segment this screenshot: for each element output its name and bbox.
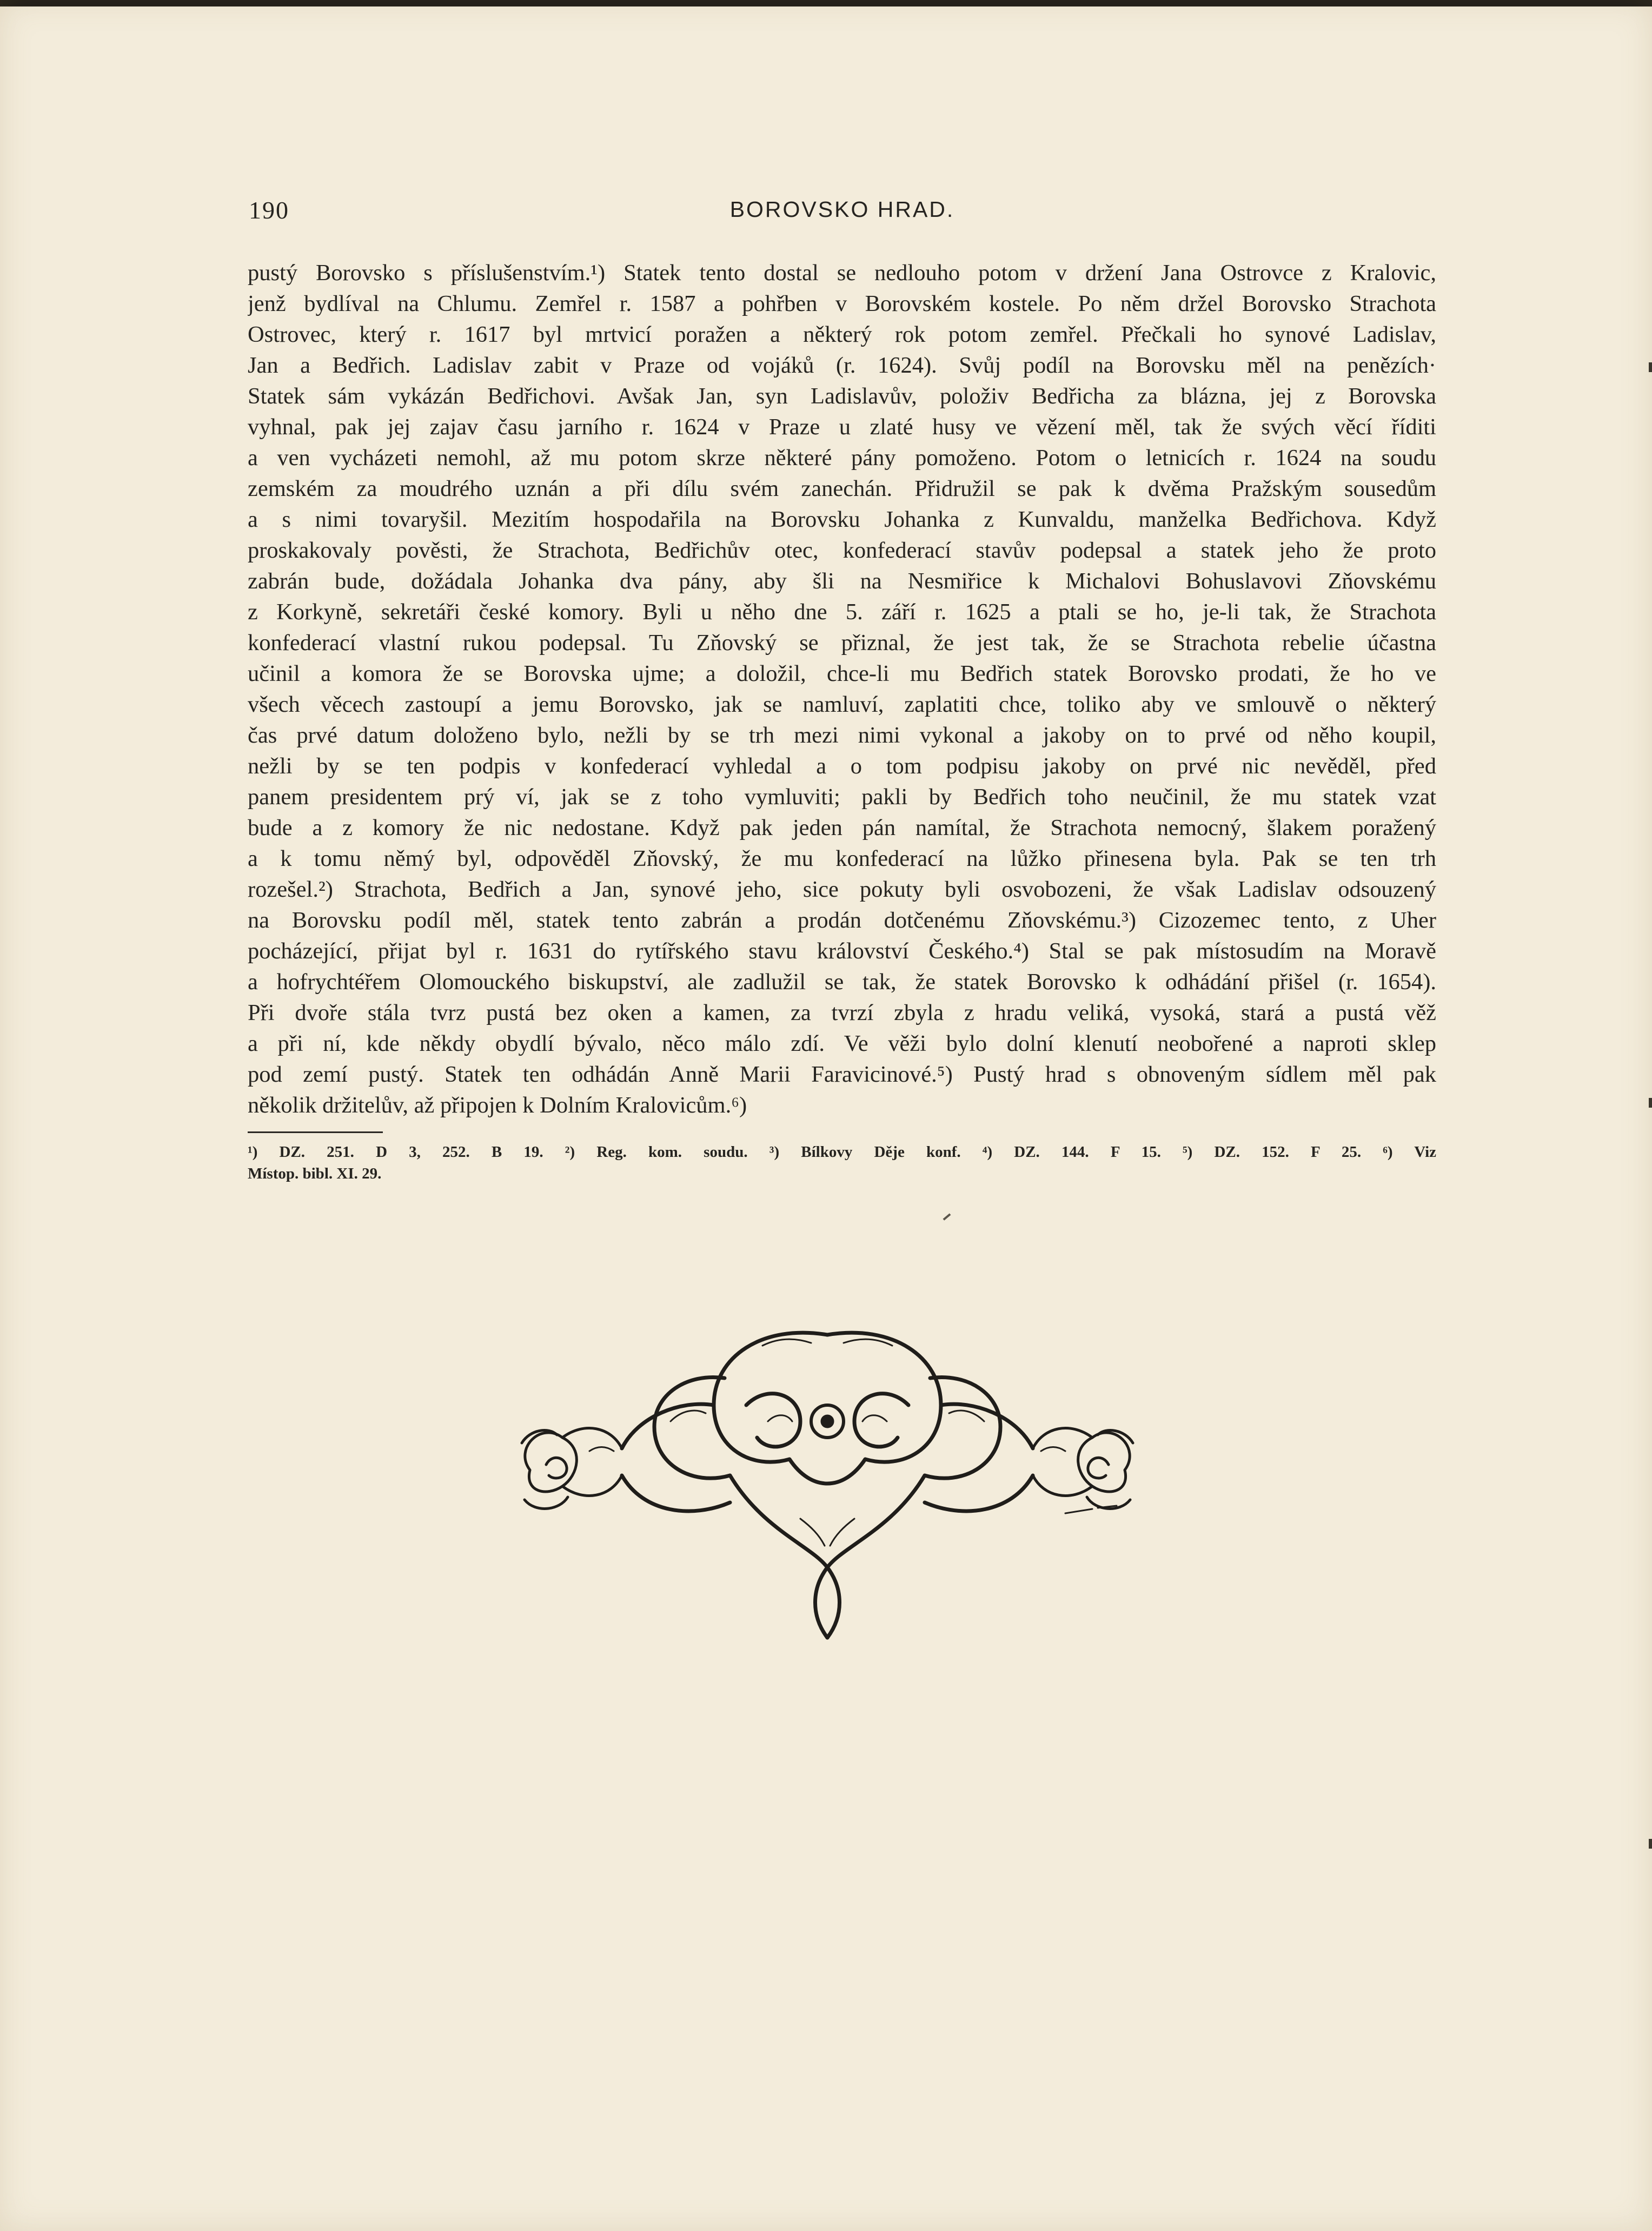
scan-edge-mark	[1649, 1839, 1652, 1849]
footnotes	[248, 1141, 1436, 1184]
ink-speck	[943, 1213, 951, 1220]
text-line: proskakovaly pověsti, že Strachota, Bedřichův otec, konfederací stavův podepsal a statek jeho že proto	[248, 538, 1436, 563]
text-line: Při dvoře stála tvrz pustá bez oken a kamen, za tvrzí zbyla z hradu veliká, vysoká, stará a pustá věž	[248, 1000, 1436, 1025]
text-line: na Borovsku podíl měl, statek tento zabrán a prodán dotčenému Zňovskému.³) Cizozemec tento, z Uher	[248, 908, 1436, 933]
footnote-line: Místop. bibl. XI. 29.	[248, 1165, 382, 1182]
text-line: rozešel.²) Strachota, Bedřich a Jan, synové jeho, sice pokuty byli osvobozeni, že však Ladislav odsouzený	[248, 877, 1436, 902]
text-line: a hofrychtéřem Olomouckého biskupství, ale zadlužil se tak, že statek Borovsko k odhádání přišel (r. 1654).	[248, 969, 1436, 995]
text-line: z Korkyně, sekretáři české komory. Byli u něho dne 5. září r. 1625 a ptali se ho, je-li tak, že Strachota	[248, 599, 1436, 625]
running-head: BOROVSKO HRAD.	[729, 197, 955, 222]
scan-edge-mark	[1649, 362, 1652, 372]
text-line: zabrán bude, dožádala Johanka dva pány, aby šli na Nesmiřice k Michalovi Bohuslavovi Zňovskému	[248, 568, 1436, 594]
scan-top-border	[0, 0, 1652, 6]
text-line: všech věcech zastoupí a jemu Borovsko, jak se namluví, zaplatiti chce, toliko aby ve smlouvě o některý	[248, 692, 1436, 717]
text-line: panem presidentem prý ví, jak se z toho vymluviti; pakli by Bedřich toho neučinil, že mu statek vzat	[248, 784, 1436, 810]
text-line: konfederací vlastní rukou podepsal. Tu Zňovský se přiznal, že jest tak, že se Strachota rebelie účastna	[248, 630, 1436, 656]
text-line: pustý Borovsko s příslušenstvím.¹) Statek tento dostal se nedlouho potom v držení Jana Ostrovce z Kralovic,	[248, 260, 1436, 286]
ornamental-vignette	[508, 1313, 1146, 1643]
text-line: jenž bydlíval na Chlumu. Zemřel r. 1587 a pohřben v Borovském kostele. Po něm držel Borovsko Strachota	[248, 291, 1436, 316]
text-line: a k tomu němý byl, odpověděl Zňovský, že mu konfederací na lůžko přinesena byla. Pak se ten trh	[248, 846, 1436, 871]
text-line: nežli by se ten podpis v konfederací vyhledal a o tom podpisu jakoby on prvé nic nevěděl, před	[248, 753, 1436, 779]
text-line: pod zemí pustý. Statek ten odhádán Anně Marii Faravicinové.⁵) Pustý hrad s obnoveným sídlem měl pak	[248, 1062, 1436, 1087]
text-line: Jan a Bedřich. Ladislav zabit v Praze od vojáků (r. 1624). Svůj podíl na Borovsku měl na penězích·	[248, 353, 1436, 378]
text-line: Ostrovec, který r. 1617 byl mrtvicí poražen a některý rok potom zemřel. Přečkali ho synové Ladislav,	[248, 322, 1436, 347]
text-line: učinil a komora že se Borovska ujme; a doložil, chce-li mu Bedřich statek Borovsko prodati, že ho ve	[248, 661, 1436, 686]
page-header	[249, 196, 1436, 234]
scan-edge-mark	[1649, 1098, 1652, 1108]
text-line: Statek sám vykázán Bedřichovi. Avšak Jan, syn Ladislavův, položiv Bedřicha za blázna, jej z Borovska	[248, 383, 1436, 409]
text-line: čas prvé datum doloženo bylo, nežli by se trh mezi nimi vykonal a jakoby on to prvé od něho koupil,	[248, 723, 1436, 748]
text-line: a s nimi tovaryšil. Mezitím hospodařila na Borovsku Johanka z Kunvaldu, manželka Bedřichova. Když	[248, 507, 1436, 532]
text-line: a ven vycházeti nemohl, až mu potom skrze některé pány pomoženo. Potom o letnicích r. 1624 na soudu	[248, 445, 1436, 471]
footnote-line: ¹) DZ. 251. D 3, 252. B 19. ²) Reg. kom. soudu. ³) Bílkovy Děje konf. ⁴) DZ. 144. F 15. ⁵) DZ. 152. F 25. ⁶) Viz	[248, 1143, 1436, 1161]
text-line: bude a z komory že nic nedostane. Když pak jeden pán namítal, že Strachota nemocný, šlakem poražený	[248, 815, 1436, 840]
page-number: 190	[249, 196, 289, 224]
text-line: zemském za moudrého uznán a při dílu svém zanechán. Přidružil se pak k dvěma Pražským sousedům	[248, 476, 1436, 501]
footnote-rule	[248, 1131, 383, 1133]
text-line: několik držitelův, až připojen k Dolním Kralovicům.⁶)	[248, 1093, 747, 1118]
text-line: a při ní, kde někdy obydlí bývalo, něco málo zdí. Ve věži bylo dolní klenutí neobořené a naproti sklep	[248, 1031, 1436, 1056]
body-text	[248, 257, 1436, 1121]
text-line: vyhnal, pak jej zajav času jarního r. 1624 v Praze u zlaté husy ve vězení měl, tak že svých věcí říditi	[248, 414, 1436, 440]
text-line: pocházející, přijat byl r. 1631 do rytířského stavu království Českého.⁴) Stal se pak místosudím na Moravě	[248, 938, 1436, 964]
